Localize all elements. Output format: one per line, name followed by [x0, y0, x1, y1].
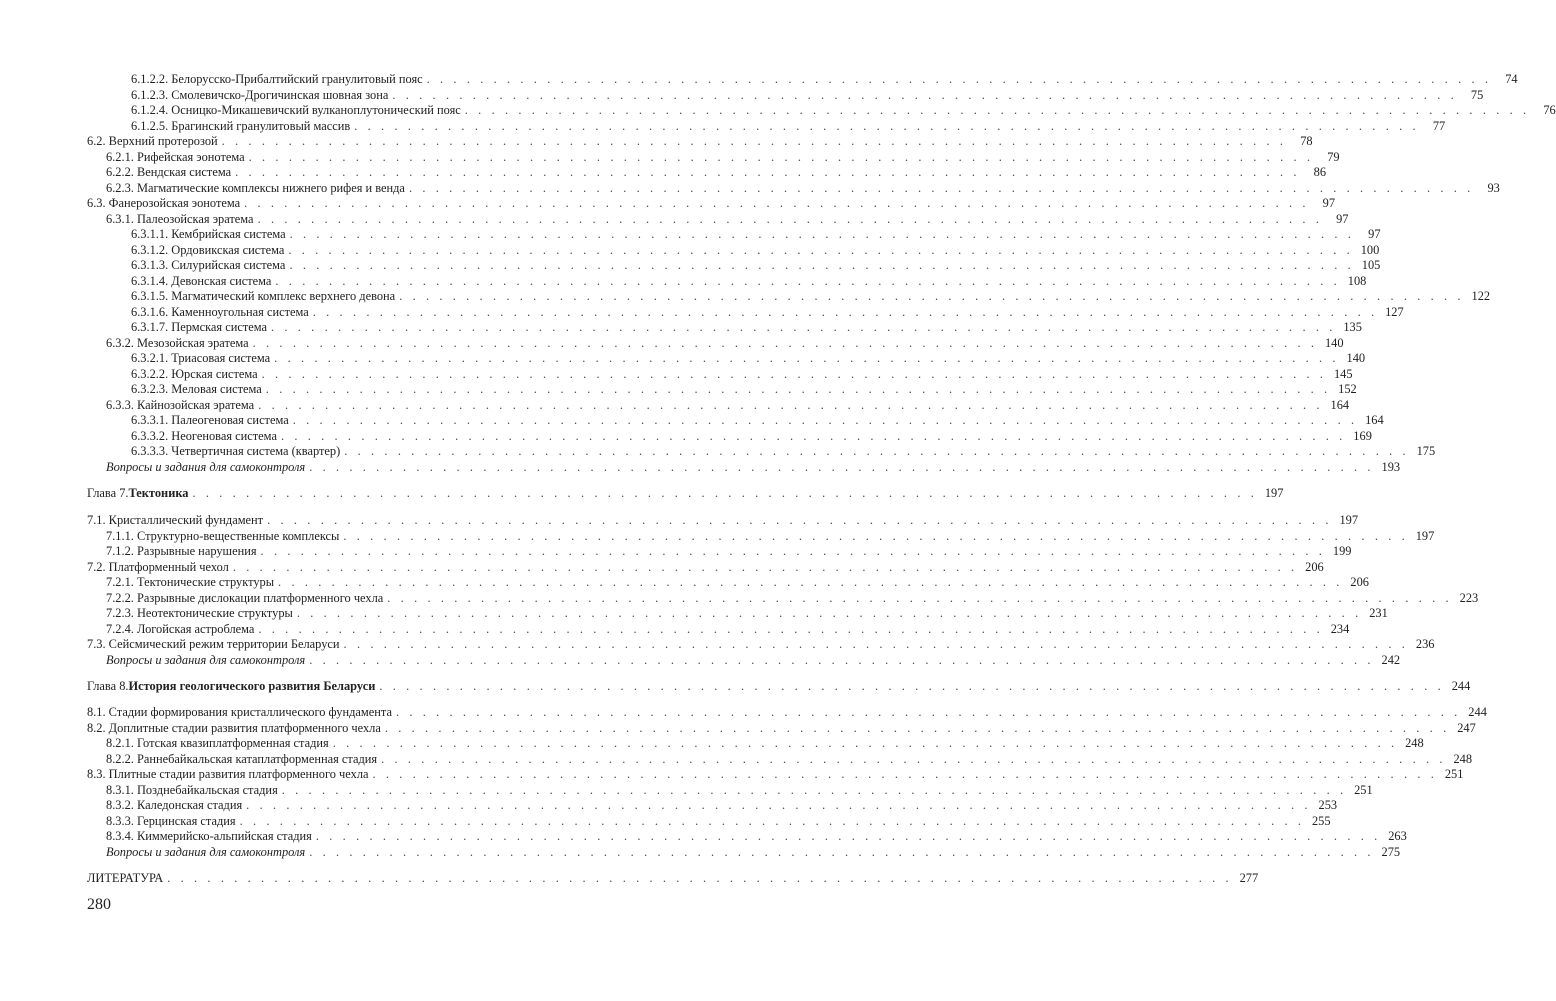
dot-leader: . . . . . . . . . . . . . . . . . . . . . . . . . . . . . . . . . . . . . . . . . . . . . . . . . . . . . . . . . . . . . . . . . . . . . . . . . . . . . . . . [257, 211, 1323, 226]
toc-entry [106, 211, 1349, 228]
toc-page-number: 251 [1354, 782, 1373, 797]
toc-entry-title: 6.1.2.3. Смолевичско-Дрогичинская шовная зона [131, 87, 389, 102]
dot-leader: . . . . . . . . . . . . . . . . . . . . . . . . . . . . . . . . . . . . . . . . . . . . . . . . . . . . . . . . . . . . . . . . . . . . . . . . . . . . . . . . [244, 196, 1310, 210]
toc-entry-title: 6.3.2.3. Меловая система [131, 382, 262, 396]
dot-leader: . . . . . . . . . . . . . . . . . . . . . . . . . . . . . . . . . . . . . . . . . . . . . . . . . . . . . . . . . . . . . . . . . . . . . . . . . . . . . . . . [392, 87, 1458, 102]
toc-page-number: 223 [1459, 590, 1479, 605]
toc-entry-title: 8.2.1. Готская квазиплатформенная стадия [106, 736, 329, 750]
dot-leader: . . . . . . . . . . . . . . . . . . . . . . . . . . . . . . . . . . . . . . . . . . . . . . . . . . . . . . . . . . . . . . . . . . . . . . . . . . . . . . . . [309, 652, 1375, 667]
toc-entry [106, 782, 1373, 799]
toc-entry [106, 813, 1331, 830]
dot-leader: . . . . . . . . . . . . . . . . . . . . . . . . . . . . . . . . . . . . . . . . . . . . . . . . . . . . . . . . . . . . . . . . . . . . . . . . . . . . . . . . [381, 751, 1447, 766]
dot-leader: . . . . . . . . . . . . . . . . . . . . . . . . . . . . . . . . . . . . . . . . . . . . . . . . . . . . . . . . . . . . . . . . . . . . . . . . . . . . . . . . [343, 637, 1409, 651]
dot-leader: . . . . . . . . . . . . . . . . . . . . . . . . . . . . . . . . . . . . . . . . . . . . . . . . . . . . . . . . . . . . . . . . . . . . . . . . . . . . . . . . [261, 366, 1327, 381]
toc-entry-title: 6.3.2. Мезозойская эратема [106, 335, 249, 350]
toc-entry [106, 575, 1369, 591]
dot-leader: . . . . . . . . . . . . . . . . . . . . . . . . . . . . . . . . . . . . . . . . . . . . . . . . . . . . . . . . . . . . . . . . . . . . . . . . . . . . . . . . [281, 782, 1347, 797]
toc-entry [131, 87, 1484, 104]
toc-page-number: 247 [1457, 720, 1476, 735]
toc-entry [87, 196, 1336, 212]
toc-page-number: 253 [1318, 798, 1338, 812]
toc-entry-title: 8.3.4. Киммерийско-альпийская стадия [106, 829, 312, 843]
dot-leader: . . . . . . . . . . . . . . . . . . . . . . . . . . . . . . . . . . . . . . . . . . . . . . . . . . . . . . . . . . . . . . . . . . . . . . . . . . . . . . . . [354, 118, 1420, 133]
toc-entry-title: 6.3.2.2. Юрская система [131, 366, 258, 381]
dot-leader: . . . . . . . . . . . . . . . . . . . . . . . . . . . . . . . . . . . . . . . . . . . . . . . . . . . . . . . . . . . . . . . . . . . . . . . . . . . . . . . . [315, 829, 1381, 843]
toc-page-number: 97 [1336, 211, 1349, 226]
toc-entry-title: 7.1.1. Структурно-вещественные комплексы [106, 528, 340, 543]
toc-entry [106, 621, 1350, 638]
toc-entry-title: 6.3.1.2. Ордовикская система [131, 242, 285, 257]
toc-entry [131, 382, 1357, 398]
toc-entry [87, 559, 1324, 576]
toc-entry-title: 8.3.2. Каледонская стадия [106, 798, 243, 812]
toc-page-number: 75 [1470, 87, 1484, 102]
toc-entry-title: 6.3.1.4. Девонская система [131, 273, 272, 288]
toc-entry-title: 7.2.4. Логойская астроблема [106, 621, 255, 636]
toc-entry-title: 8.2.2. Раннебайкальская катаплатформенная стадия [106, 751, 378, 766]
toc-page-number: 164 [1330, 397, 1350, 412]
toc-page-number: 206 [1350, 575, 1369, 589]
toc-page-number: 248 [1405, 736, 1424, 750]
toc-page-number: 97 [1322, 196, 1336, 210]
toc-entry [87, 637, 1435, 653]
toc-page-number: 97 [1368, 227, 1381, 241]
dot-leader: . . . . . . . . . . . . . . . . . . . . . . . . . . . . . . . . . . . . . . . . . . . . . . . . . . . . . . . . . . . . . . . . . . . . . . . . . . . . . . . . [408, 180, 1474, 195]
dot-leader: . . . . . . . . . . . . . . . . . . . . . . . . . . . . . . . . . . . . . . . . . . . . . . . . . . . . . . . . . . . . . . . . . . . . . . . . . . . . . . . . [252, 335, 1318, 350]
toc-page-number: 199 [1332, 544, 1352, 558]
toc-entry-title: 6.3.3.3. Четвертичная система (квартер) [131, 444, 341, 458]
toc-page-number: 77 [1432, 118, 1446, 133]
toc-chapter-entry [87, 679, 1471, 695]
toc-entry-title: 7.2. Платформенный чехол [87, 559, 229, 574]
toc-entry-title: 8.3. Плитные стадии развития платформенного чехла [87, 767, 369, 781]
toc-entry-title: 6.2. Верхний протерозой [87, 134, 218, 148]
toc-page-number: 197 [1339, 513, 1359, 527]
toc-entry [87, 705, 1487, 721]
toc-entry-title: Вопросы и задания для самоконтроля [106, 652, 306, 667]
toc-entry [106, 397, 1350, 414]
toc-chapter-entry [87, 486, 1284, 502]
toc-chapter-title: История геологического развития Беларуси [128, 679, 376, 693]
dot-leader: . . . . . . . . . . . . . . . . . . . . . . . . . . . . . . . . . . . . . . . . . . . . . . . . . . . . . . . . . . . . . . . . . . . . . . . . . . . . . . . . [258, 621, 1324, 636]
toc-page-number: 93 [1487, 180, 1500, 195]
dot-leader: . . . . . . . . . . . . . . . . . . . . . . . . . . . . . . . . . . . . . . . . . . . . . . . . . . . . . . . . . . . . . . . . . . . . . . . . . . . . . . . . [167, 871, 1233, 885]
toc-entry [106, 844, 1401, 861]
dot-leader: . . . . . . . . . . . . . . . . . . . . . . . . . . . . . . . . . . . . . . . . . . . . . . . . . . . . . . . . . . . . . . . . . . . . . . . . . . . . . . . . [292, 413, 1358, 427]
toc-entry-title: 6.2.3. Магматические комплексы нижнего рифея и венда [106, 180, 405, 195]
toc-page-number: 140 [1324, 335, 1344, 350]
toc-page-number: 263 [1388, 829, 1407, 843]
toc-entry [131, 103, 1556, 119]
toc-entry [106, 751, 1473, 768]
toc-entry [106, 180, 1500, 197]
toc-entry [131, 258, 1381, 274]
toc-entry [106, 798, 1338, 814]
dot-leader: . . . . . . . . . . . . . . . . . . . . . . . . . . . . . . . . . . . . . . . . . . . . . . . . . . . . . . . . . . . . . . . . . . . . . . . . . . . . . . . . [278, 575, 1343, 589]
toc-entry-title: 6.3.1. Палеозойская эратема [106, 211, 254, 226]
toc-entry [106, 590, 1479, 607]
dot-leader: . . . . . . . . . . . . . . . . . . . . . . . . . . . . . . . . . . . . . . . . . . . . . . . . . . . . . . . . . . . . . . . . . . . . . . . . . . . . . . . . [309, 844, 1375, 859]
toc-page-number: 231 [1369, 606, 1388, 620]
dot-leader: . . . . . . . . . . . . . . . . . . . . . . . . . . . . . . . . . . . . . . . . . . . . . . . . . . . . . . . . . . . . . . . . . . . . . . . . . . . . . . . . [275, 273, 1341, 288]
dot-leader: . . . . . . . . . . . . . . . . . . . . . . . . . . . . . . . . . . . . . . . . . . . . . . . . . . . . . . . . . . . . . . . . . . . . . . . . . . . . . . . . [192, 486, 1258, 500]
dot-leader: . . . . . . . . . . . . . . . . . . . . . . . . . . . . . . . . . . . . . . . . . . . . . . . . . . . . . . . . . . . . . . . . . . . . . . . . . . . . . . . . [248, 149, 1314, 164]
toc-entry-title: Вопросы и задания для самоконтроля [106, 844, 306, 859]
toc-entry-title: 6.1.2.2. Белорусско-Прибалтийский гранулитовый пояс [131, 72, 423, 86]
toc-entry-title: 7.1.2. Разрывные нарушения [106, 544, 257, 558]
toc-entry [106, 544, 1352, 560]
toc-entry [131, 304, 1404, 321]
toc-entry [131, 413, 1384, 429]
toc-entry-title: 6.3.1.7. Пермская система [131, 320, 267, 334]
toc-entry [131, 366, 1353, 383]
dot-leader: . . . . . . . . . . . . . . . . . . . . . . . . . . . . . . . . . . . . . . . . . . . . . . . . . . . . . . . . . . . . . . . . . . . . . . . . . . . . . . . . [265, 382, 1331, 396]
toc-page-number: 197 [1415, 528, 1435, 543]
toc-page-number: 251 [1444, 767, 1464, 781]
dot-leader: . . . . . . . . . . . . . . . . . . . . . . . . . . . . . . . . . . . . . . . . . . . . . . . . . . . . . . . . . . . . . . . . . . . . . . . . . . . . . . . . [395, 705, 1461, 719]
toc-entry [106, 335, 1344, 352]
toc-page-number: 108 [1347, 273, 1367, 288]
toc-entry-title: Глава 7. [87, 486, 129, 500]
toc-page-number: 197 [1264, 486, 1284, 500]
dot-leader: . . . . . . . . . . . . . . . . . . . . . . . . . . . . . . . . . . . . . . . . . . . . . . . . . . . . . . . . . . . . . . . . . . . . . . . . . . . . . . . . [221, 134, 1287, 148]
toc-entry-title: 6.1.2.4. Осницко-Микашевичский вулканоплутонический пояс [131, 103, 461, 117]
toc-entry [106, 459, 1401, 476]
dot-leader: . . . . . . . . . . . . . . . . . . . . . . . . . . . . . . . . . . . . . . . . . . . . . . . . . . . . . . . . . . . . . . . . . . . . . . . . . . . . . . . . [260, 544, 1326, 558]
toc-page-number: 277 [1239, 871, 1259, 885]
toc-entry [106, 652, 1401, 669]
toc-page-number: 105 [1361, 258, 1381, 272]
toc-page-number: 248 [1453, 751, 1473, 766]
toc-entry-title: 6.3.2.1. Триасовая система [131, 351, 271, 365]
toc-entry-title: 6.3.3. Кайнозойская эратема [106, 397, 255, 412]
dot-leader: . . . . . . . . . . . . . . . . . . . . . . . . . . . . . . . . . . . . . . . . . . . . . . . . . . . . . . . . . . . . . . . . . . . . . . . . . . . . . . . . [232, 559, 1298, 574]
toc-entry-title: 6.3.1.5. Магматический комплекс верхнего девона [131, 289, 396, 303]
toc-chapter-entry [87, 871, 1259, 887]
toc-entry-title: 6.3. Фанерозойская эонотема [87, 196, 241, 210]
toc-page-number: 175 [1416, 444, 1436, 458]
toc-entry-title: 8.1. Стадии формирования кристаллического фундамента [87, 705, 392, 719]
toc-entry [106, 606, 1388, 622]
toc-page-number: 76 [1543, 103, 1556, 117]
dot-leader: . . . . . . . . . . . . . . . . . . . . . . . . . . . . . . . . . . . . . . . . . . . . . . . . . . . . . . . . . . . . . . . . . . . . . . . . . . . . . . . . [296, 606, 1362, 620]
toc-entry-title: 7.2.3. Неотектонические структуры [106, 606, 293, 620]
toc-entry [87, 134, 1313, 150]
toc-entry [131, 242, 1380, 259]
toc-page-number: 74 [1505, 72, 1518, 86]
toc-entry-title: 7.2.2. Разрывные дислокации платформенного чехла [106, 590, 384, 605]
toc-entry [131, 227, 1381, 243]
toc-page-number: 242 [1381, 652, 1401, 667]
toc-page-number: 135 [1343, 320, 1362, 334]
dot-leader: . . . . . . . . . . . . . . . . . . . . . . . . . . . . . . . . . . . . . . . . . . . . . . . . . . . . . . . . . . . . . . . . . . . . . . . . . . . . . . . . [464, 103, 1530, 117]
dot-leader: . . . . . . . . . . . . . . . . . . . . . . . . . . . . . . . . . . . . . . . . . . . . . . . . . . . . . . . . . . . . . . . . . . . . . . . . . . . . . . . . [387, 590, 1453, 605]
toc-page-number: 193 [1381, 459, 1401, 474]
toc-entry-title: 6.1.2.5. Брагинский гранулитовый массив [131, 118, 351, 133]
toc-entry [87, 513, 1359, 529]
toc-page-number: 234 [1330, 621, 1350, 636]
toc-entry [131, 428, 1372, 445]
toc-entry [106, 149, 1340, 166]
dot-leader: . . . . . . . . . . . . . . . . . . . . . . . . . . . . . . . . . . . . . . . . . . . . . . . . . . . . . . . . . . . . . . . . . . . . . . . . . . . . . . . . [246, 798, 1312, 812]
dot-leader: . . . . . . . . . . . . . . . . . . . . . . . . . . . . . . . . . . . . . . . . . . . . . . . . . . . . . . . . . . . . . . . . . . . . . . . . . . . . . . . . [399, 289, 1465, 303]
dot-leader: . . . . . . . . . . . . . . . . . . . . . . . . . . . . . . . . . . . . . . . . . . . . . . . . . . . . . . . . . . . . . . . . . . . . . . . . . . . . . . . . [384, 720, 1450, 735]
toc-entry-title: 6.2.2. Вендская система [106, 165, 232, 179]
toc-entry [106, 736, 1424, 752]
toc-page-number: 122 [1471, 289, 1491, 303]
toc-entry [87, 720, 1476, 737]
toc-entry [106, 829, 1407, 845]
dot-leader: . . . . . . . . . . . . . . . . . . . . . . . . . . . . . . . . . . . . . . . . . . . . . . . . . . . . . . . . . . . . . . . . . . . . . . . . . . . . . . . . [289, 227, 1355, 241]
toc-entry-title: 6.3.3.1. Палеогеновая система [131, 413, 289, 427]
dot-leader: . . . . . . . . . . . . . . . . . . . . . . . . . . . . . . . . . . . . . . . . . . . . . . . . . . . . . . . . . . . . . . . . . . . . . . . . . . . . . . . . [288, 242, 1354, 257]
dot-leader: . . . . . . . . . . . . . . . . . . . . . . . . . . . . . . . . . . . . . . . . . . . . . . . . . . . . . . . . . . . . . . . . . . . . . . . . . . . . . . . . [258, 397, 1324, 412]
dot-leader: . . . . . . . . . . . . . . . . . . . . . . . . . . . . . . . . . . . . . . . . . . . . . . . . . . . . . . . . . . . . . . . . . . . . . . . . . . . . . . . . [280, 428, 1346, 443]
dot-leader: . . . . . . . . . . . . . . . . . . . . . . . . . . . . . . . . . . . . . . . . . . . . . . . . . . . . . . . . . . . . . . . . . . . . . . . . . . . . . . . . [239, 813, 1305, 828]
toc-entry-title: 7.2.1. Тектонические структуры [106, 575, 275, 589]
toc-entry [131, 273, 1367, 290]
toc-entry [131, 289, 1491, 305]
dot-leader: . . . . . . . . . . . . . . . . . . . . . . . . . . . . . . . . . . . . . . . . . . . . . . . . . . . . . . . . . . . . . . . . . . . . . . . . . . . . . . . . [312, 304, 1378, 319]
toc-page-number: 145 [1333, 366, 1353, 381]
toc-entry [131, 118, 1446, 135]
toc-entry [131, 72, 1518, 88]
dot-leader: . . . . . . . . . . . . . . . . . . . . . . . . . . . . . . . . . . . . . . . . . . . . . . . . . . . . . . . . . . . . . . . . . . . . . . . . . . . . . . . . [274, 351, 1340, 365]
toc-page-number: 86 [1313, 165, 1327, 179]
toc-page-number: 152 [1338, 382, 1357, 396]
dot-leader: . . . . . . . . . . . . . . . . . . . . . . . . . . . . . . . . . . . . . . . . . . . . . . . . . . . . . . . . . . . . . . . . . . . . . . . . . . . . . . . . [426, 72, 1492, 86]
toc-page-number: 236 [1415, 637, 1435, 651]
toc-page-number: 169 [1353, 428, 1372, 443]
toc-entry-title: 6.3.1.6. Каменноугольная система [131, 304, 309, 319]
dot-leader: . . . . . . . . . . . . . . . . . . . . . . . . . . . . . . . . . . . . . . . . . . . . . . . . . . . . . . . . . . . . . . . . . . . . . . . . . . . . . . . . [344, 444, 1410, 458]
dot-leader: . . . . . . . . . . . . . . . . . . . . . . . . . . . . . . . . . . . . . . . . . . . . . . . . . . . . . . . . . . . . . . . . . . . . . . . . . . . . . . . . [343, 528, 1409, 543]
toc-entry-title: 8.3.1. Позднебайкальская стадия [106, 782, 278, 797]
dot-leader: . . . . . . . . . . . . . . . . . . . . . . . . . . . . . . . . . . . . . . . . . . . . . . . . . . . . . . . . . . . . . . . . . . . . . . . . . . . . . . . . [267, 513, 1333, 527]
dot-leader: . . . . . . . . . . . . . . . . . . . . . . . . . . . . . . . . . . . . . . . . . . . . . . . . . . . . . . . . . . . . . . . . . . . . . . . . . . . . . . . . [235, 165, 1301, 179]
dot-leader: . . . . . . . . . . . . . . . . . . . . . . . . . . . . . . . . . . . . . . . . . . . . . . . . . . . . . . . . . . . . . . . . . . . . . . . . . . . . . . . . [379, 679, 1445, 693]
toc-page-number: 79 [1327, 149, 1340, 164]
toc-entry-title: 8.3.3. Герцинская стадия [106, 813, 236, 828]
toc-page-number: 78 [1300, 134, 1313, 148]
dot-leader: . . . . . . . . . . . . . . . . . . . . . . . . . . . . . . . . . . . . . . . . . . . . . . . . . . . . . . . . . . . . . . . . . . . . . . . . . . . . . . . . [289, 258, 1355, 272]
dot-leader: . . . . . . . . . . . . . . . . . . . . . . . . . . . . . . . . . . . . . . . . . . . . . . . . . . . . . . . . . . . . . . . . . . . . . . . . . . . . . . . . [372, 767, 1438, 781]
toc-entry-title: 6.3.1.3. Силурийская система [131, 258, 286, 272]
toc-chapter-title: Тектоника [128, 486, 189, 500]
toc-entry [106, 528, 1435, 545]
toc-page-number: 127 [1385, 304, 1404, 319]
toc-entry-title: Вопросы и задания для самоконтроля [106, 459, 306, 474]
toc-entry-title: 6.2.1. Рифейская эонотема [106, 149, 245, 164]
toc-page-number: 275 [1381, 844, 1401, 859]
toc-page-number: 255 [1311, 813, 1331, 828]
page-number: 280 [87, 896, 111, 913]
toc-entry-title: Глава 8. [87, 679, 129, 693]
toc-page-number: 100 [1360, 242, 1380, 257]
toc-entry-title: 7.1. Кристаллический фундамент [87, 513, 264, 527]
toc-entry [131, 320, 1362, 336]
toc-page-number: 164 [1365, 413, 1384, 427]
toc-entry [87, 767, 1464, 783]
toc-page-number: 244 [1468, 705, 1487, 719]
toc-entry-title: 6.3.3.2. Неогеновая система [131, 428, 277, 443]
toc-page-number: 206 [1305, 559, 1324, 574]
toc-entry-title: ЛИТЕРАТУРА [87, 871, 164, 885]
toc-entry-title: 6.3.1.1. Кембрийская система [131, 227, 286, 241]
toc-entry-title: 7.3. Сейсмический режим территории Беларуси [87, 637, 340, 651]
toc-page-number: 244 [1451, 679, 1471, 693]
toc-entry [106, 165, 1327, 181]
toc-entry [131, 444, 1436, 460]
toc-entry-title: 8.2. Доплитные стадии развития платформенного чехла [87, 720, 381, 735]
dot-leader: . . . . . . . . . . . . . . . . . . . . . . . . . . . . . . . . . . . . . . . . . . . . . . . . . . . . . . . . . . . . . . . . . . . . . . . . . . . . . . . . [271, 320, 1336, 334]
dot-leader: . . . . . . . . . . . . . . . . . . . . . . . . . . . . . . . . . . . . . . . . . . . . . . . . . . . . . . . . . . . . . . . . . . . . . . . . . . . . . . . . [332, 736, 1398, 750]
dot-leader: . . . . . . . . . . . . . . . . . . . . . . . . . . . . . . . . . . . . . . . . . . . . . . . . . . . . . . . . . . . . . . . . . . . . . . . . . . . . . . . . [309, 459, 1375, 474]
toc-page-number: 140 [1346, 351, 1366, 365]
toc-entry [131, 351, 1366, 367]
